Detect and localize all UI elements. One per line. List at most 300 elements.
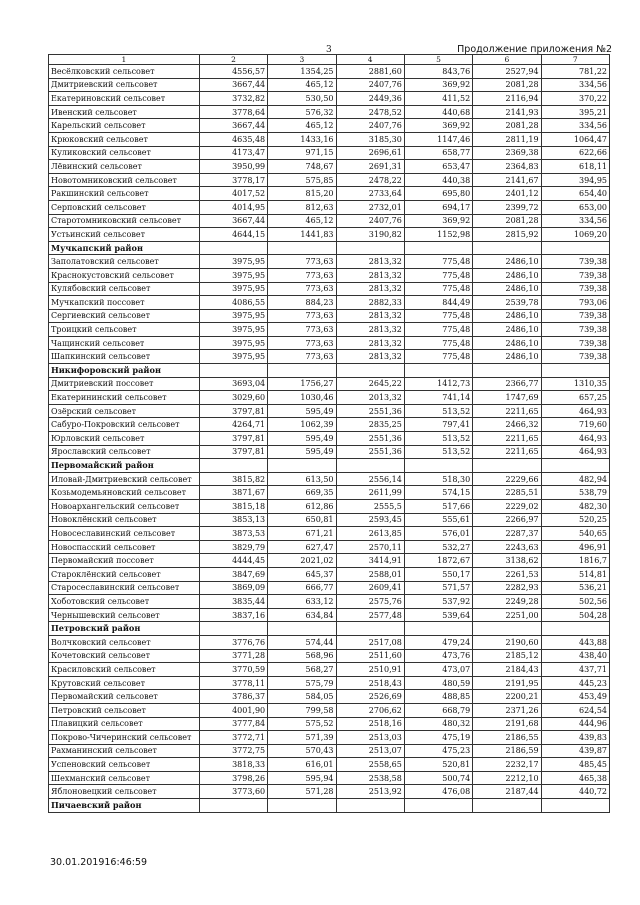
value-cell: 1816,7 [541, 554, 609, 568]
value-cell: 1756,27 [268, 377, 336, 391]
value-cell: 394,95 [541, 173, 609, 187]
table-row [49, 404, 610, 418]
district-header-row [49, 459, 610, 473]
value-cell: 2190,60 [473, 635, 541, 649]
value-cell: 2081,28 [473, 214, 541, 228]
settlement-name: Дмитриевский поссовет [49, 377, 200, 391]
value-cell: 3975,95 [199, 255, 267, 269]
table-row [49, 703, 610, 717]
value-cell: 411,52 [404, 92, 472, 106]
value-cell: 2815,92 [473, 228, 541, 242]
table-row [49, 540, 610, 554]
value-cell: 2478,52 [336, 105, 404, 119]
settlement-name: Первомайский поссовет [49, 554, 200, 568]
value-cell: 464,93 [541, 404, 609, 418]
value-cell: 2518,43 [336, 676, 404, 690]
value-cell: 2486,10 [473, 309, 541, 323]
value-cell: 537,92 [404, 595, 472, 609]
value-cell: 668,79 [404, 703, 472, 717]
value-cell: 622,66 [541, 146, 609, 160]
value-cell: 2366,77 [473, 377, 541, 391]
value-cell: 2141,67 [473, 173, 541, 187]
value-cell: 2184,43 [473, 663, 541, 677]
value-cell: 2813,32 [336, 309, 404, 323]
value-cell: 465,12 [268, 214, 336, 228]
value-cell: 3732,82 [199, 92, 267, 106]
value-cell: 653,47 [404, 160, 472, 174]
value-cell: 4014,95 [199, 200, 267, 214]
value-cell: 2407,76 [336, 214, 404, 228]
value-cell: 2243,63 [473, 540, 541, 554]
value-cell: 2696,61 [336, 146, 404, 160]
value-cell [473, 241, 541, 255]
value-cell: 3770,59 [199, 663, 267, 677]
value-cell: 844,49 [404, 296, 472, 310]
table-row [49, 771, 610, 785]
district-name: Первомайский район [49, 459, 200, 473]
table-row [49, 160, 610, 174]
value-cell: 775,48 [404, 255, 472, 269]
value-cell [473, 364, 541, 378]
value-cell: 550,17 [404, 567, 472, 581]
table-row [49, 676, 610, 690]
value-cell: 2364,83 [473, 160, 541, 174]
column-header: 1 [49, 55, 200, 65]
value-cell [473, 459, 541, 473]
value-cell: 513,52 [404, 404, 472, 418]
value-cell: 496,91 [541, 540, 609, 554]
value-cell: 2478,22 [336, 173, 404, 187]
value-cell: 395,21 [541, 105, 609, 119]
table-row [49, 336, 610, 350]
value-cell: 3667,44 [199, 119, 267, 133]
settlement-name: Озёрский сельсовет [49, 404, 200, 418]
value-cell: 612,86 [268, 500, 336, 514]
value-cell: 2526,69 [336, 690, 404, 704]
value-cell: 3829,79 [199, 540, 267, 554]
value-cell: 443,88 [541, 635, 609, 649]
value-cell: 3818,33 [199, 758, 267, 772]
value-cell: 575,79 [268, 676, 336, 690]
value-cell: 616,01 [268, 758, 336, 772]
value-cell: 475,23 [404, 744, 472, 758]
value-cell: 3797,81 [199, 432, 267, 446]
value-cell: 773,63 [268, 323, 336, 337]
value-cell: 613,50 [268, 472, 336, 486]
value-cell: 775,48 [404, 350, 472, 364]
value-cell: 2229,66 [473, 472, 541, 486]
value-cell: 465,12 [268, 119, 336, 133]
table-row [49, 296, 610, 310]
settlement-name: Старосеславинский сельсовет [49, 581, 200, 595]
settlement-name: Мучкапский поссовет [49, 296, 200, 310]
value-cell: 485,45 [541, 758, 609, 772]
value-cell: 815,20 [268, 187, 336, 201]
value-cell: 2577,48 [336, 608, 404, 622]
value-cell: 538,79 [541, 486, 609, 500]
value-cell [541, 241, 609, 255]
district-name: Мучкапский район [49, 241, 200, 255]
value-cell [404, 622, 472, 636]
value-cell: 482,30 [541, 500, 609, 514]
column-header: 2 [199, 55, 267, 65]
settlement-name: Покрово-Чичеринский сельсовет [49, 731, 200, 745]
value-cell: 437,71 [541, 663, 609, 677]
table-row [49, 214, 610, 228]
value-cell: 2570,11 [336, 540, 404, 554]
value-cell: 671,21 [268, 527, 336, 541]
settlement-name: Екатерининский сельсовет [49, 391, 200, 405]
value-cell: 513,52 [404, 445, 472, 459]
settlement-name: Старотомниковский сельсовет [49, 214, 200, 228]
settlement-name: Волчковский сельсовет [49, 635, 200, 649]
table-row [49, 690, 610, 704]
value-cell: 438,40 [541, 649, 609, 663]
value-cell: 775,48 [404, 336, 472, 350]
value-cell: 4264,71 [199, 418, 267, 432]
value-cell: 3778,64 [199, 105, 267, 119]
district-header-row [49, 364, 610, 378]
table-row [49, 472, 610, 486]
value-cell: 1064,47 [541, 132, 609, 146]
value-cell: 2609,41 [336, 581, 404, 595]
settlement-name: Хоботовский сельсовет [49, 595, 200, 609]
value-cell: 595,49 [268, 445, 336, 459]
value-cell [404, 241, 472, 255]
value-cell: 773,63 [268, 268, 336, 282]
value-cell: 1069,20 [541, 228, 609, 242]
value-cell: 574,15 [404, 486, 472, 500]
value-cell: 793,06 [541, 296, 609, 310]
continuation-caption: Продолжение приложения №2 [457, 44, 612, 55]
column-header: 5 [404, 55, 472, 65]
value-cell [268, 364, 336, 378]
settlement-name: Юрловский сельсовет [49, 432, 200, 446]
value-cell: 479,24 [404, 635, 472, 649]
value-cell: 2211,65 [473, 404, 541, 418]
value-cell: 3837,16 [199, 608, 267, 622]
value-cell: 739,38 [541, 336, 609, 350]
value-cell: 2212,10 [473, 771, 541, 785]
settlement-name: Новоклёнский сельсовет [49, 513, 200, 527]
value-cell: 3847,69 [199, 567, 267, 581]
value-cell: 2486,10 [473, 350, 541, 364]
value-cell: 971,15 [268, 146, 336, 160]
table-row [49, 132, 610, 146]
value-cell: 555,61 [404, 513, 472, 527]
district-header-row [49, 622, 610, 636]
value-cell: 574,44 [268, 635, 336, 649]
value-cell: 2466,32 [473, 418, 541, 432]
table-row [49, 649, 610, 663]
value-cell: 2538,58 [336, 771, 404, 785]
column-header: 6 [473, 55, 541, 65]
table-row [49, 78, 610, 92]
value-cell: 2261,53 [473, 567, 541, 581]
value-cell: 2733,64 [336, 187, 404, 201]
value-cell: 334,56 [541, 78, 609, 92]
settlement-name: Лёвинский сельсовет [49, 160, 200, 174]
value-cell: 2732,01 [336, 200, 404, 214]
value-cell: 514,81 [541, 567, 609, 581]
value-cell: 575,85 [268, 173, 336, 187]
value-cell: 3029,60 [199, 391, 267, 405]
value-cell: 4644,15 [199, 228, 267, 242]
value-cell: 2588,01 [336, 567, 404, 581]
value-cell: 334,56 [541, 119, 609, 133]
table-row [49, 785, 610, 799]
district-name: Петровский район [49, 622, 200, 636]
value-cell: 650,81 [268, 513, 336, 527]
table-row [49, 391, 610, 405]
table-row [49, 758, 610, 772]
table-row [49, 595, 610, 609]
value-cell: 444,96 [541, 717, 609, 731]
settlement-name: Сергиевский сельсовет [49, 309, 200, 323]
table-row [49, 119, 610, 133]
settlement-name: Весёлковский сельсовет [49, 65, 200, 79]
settlement-name: Новотомниковский сельсовет [49, 173, 200, 187]
value-cell: 2813,32 [336, 350, 404, 364]
data-table [48, 54, 610, 813]
value-cell: 440,68 [404, 105, 472, 119]
column-header: 4 [336, 55, 404, 65]
value-cell: 2513,03 [336, 731, 404, 745]
settlement-name: Кочетовский сельсовет [49, 649, 200, 663]
settlement-name: Екатериновский сельсовет [49, 92, 200, 106]
value-cell: 2645,22 [336, 377, 404, 391]
value-cell: 666,77 [268, 581, 336, 595]
value-cell: 1147,46 [404, 132, 472, 146]
table-row [49, 513, 610, 527]
value-cell: 775,48 [404, 268, 472, 282]
value-cell [199, 799, 267, 813]
value-cell: 475,19 [404, 731, 472, 745]
settlement-name: Староклёнский сельсовет [49, 567, 200, 581]
district-header-row [49, 799, 610, 813]
settlement-name: Карельский сельсовет [49, 119, 200, 133]
value-cell: 2486,10 [473, 268, 541, 282]
value-cell: 2486,10 [473, 323, 541, 337]
value-cell: 634,84 [268, 608, 336, 622]
table-row [49, 105, 610, 119]
value-cell: 2517,08 [336, 635, 404, 649]
value-cell: 3797,81 [199, 404, 267, 418]
value-cell [541, 364, 609, 378]
value-cell: 4444,45 [199, 554, 267, 568]
value-cell [336, 241, 404, 255]
value-cell: 369,92 [404, 119, 472, 133]
value-cell: 513,52 [404, 432, 472, 446]
value-cell: 739,38 [541, 350, 609, 364]
value-cell: 504,28 [541, 608, 609, 622]
table-row [49, 200, 610, 214]
value-cell: 2081,28 [473, 78, 541, 92]
settlement-name: Шапкинский сельсовет [49, 350, 200, 364]
value-cell [268, 459, 336, 473]
page-number: 3 [326, 45, 332, 55]
value-cell: 2558,65 [336, 758, 404, 772]
value-cell: 465,12 [268, 78, 336, 92]
table-row [49, 350, 610, 364]
settlement-name: Ивенский сельсовет [49, 105, 200, 119]
table-row [49, 282, 610, 296]
value-cell: 2369,38 [473, 146, 541, 160]
value-cell: 2449,36 [336, 92, 404, 106]
value-cell: 719,60 [541, 418, 609, 432]
value-cell: 3773,60 [199, 785, 267, 799]
value-cell: 4017,52 [199, 187, 267, 201]
table-row [49, 567, 610, 581]
value-cell: 2249,28 [473, 595, 541, 609]
value-cell: 2555,5 [336, 500, 404, 514]
value-cell: 2813,32 [336, 268, 404, 282]
value-cell: 369,92 [404, 214, 472, 228]
value-cell: 3772,71 [199, 731, 267, 745]
value-cell: 694,17 [404, 200, 472, 214]
value-cell: 539,64 [404, 608, 472, 622]
value-cell: 3797,81 [199, 445, 267, 459]
value-cell: 2407,76 [336, 78, 404, 92]
value-cell: 2486,10 [473, 255, 541, 269]
value-cell: 3815,82 [199, 472, 267, 486]
value-cell: 536,21 [541, 581, 609, 595]
value-cell: 1310,35 [541, 377, 609, 391]
value-cell: 2211,65 [473, 445, 541, 459]
district-name: Пичаевский район [49, 799, 200, 813]
column-header: 7 [541, 55, 609, 65]
value-cell: 2511,60 [336, 649, 404, 663]
settlement-name: Иловай-Дмитриевский сельсовет [49, 472, 200, 486]
value-cell: 2556,14 [336, 472, 404, 486]
value-cell: 2191,95 [473, 676, 541, 690]
value-cell [268, 799, 336, 813]
value-cell: 2187,44 [473, 785, 541, 799]
settlement-name: Чащинский сельсовет [49, 336, 200, 350]
column-header: 3 [268, 55, 336, 65]
value-cell: 695,80 [404, 187, 472, 201]
value-cell: 464,93 [541, 432, 609, 446]
value-cell: 2185,12 [473, 649, 541, 663]
table-body [49, 55, 610, 813]
value-cell: 584,05 [268, 690, 336, 704]
value-cell: 4556,57 [199, 65, 267, 79]
value-cell [336, 799, 404, 813]
value-cell: 773,63 [268, 309, 336, 323]
value-cell: 2399,72 [473, 200, 541, 214]
value-cell: 3190,82 [336, 228, 404, 242]
value-cell: 575,52 [268, 717, 336, 731]
value-cell: 1062,39 [268, 418, 336, 432]
settlement-name: Первомайский сельсовет [49, 690, 200, 704]
settlement-name: Устьинский сельсовет [49, 228, 200, 242]
value-cell: 2081,28 [473, 119, 541, 133]
value-cell: 2211,65 [473, 432, 541, 446]
value-cell: 2518,16 [336, 717, 404, 731]
value-cell: 624,54 [541, 703, 609, 717]
settlement-name: Ракшинский сельсовет [49, 187, 200, 201]
value-cell: 1354,25 [268, 65, 336, 79]
value-cell: 576,01 [404, 527, 472, 541]
settlement-name: Яблоновецкий сельсовет [49, 785, 200, 799]
value-cell: 530,50 [268, 92, 336, 106]
settlement-name: Успеновский сельсовет [49, 758, 200, 772]
value-cell: 595,49 [268, 432, 336, 446]
table-row [49, 486, 610, 500]
table-row [49, 187, 610, 201]
table-row [49, 92, 610, 106]
value-cell: 773,63 [268, 336, 336, 350]
settlement-name: Красиловский сельсовет [49, 663, 200, 677]
table-row [49, 445, 610, 459]
value-cell: 812,63 [268, 200, 336, 214]
value-cell: 2513,07 [336, 744, 404, 758]
settlement-name: Ярославский сельсовет [49, 445, 200, 459]
value-cell: 781,22 [541, 65, 609, 79]
value-cell: 3975,95 [199, 323, 267, 337]
table-row [49, 731, 610, 745]
value-cell: 775,48 [404, 309, 472, 323]
settlement-name: Новосеславинский сельсовет [49, 527, 200, 541]
table-row [49, 663, 610, 677]
table-row [49, 717, 610, 731]
value-cell: 2527,94 [473, 65, 541, 79]
value-cell: 645,37 [268, 567, 336, 581]
value-cell: 1433,16 [268, 132, 336, 146]
table-row [49, 323, 610, 337]
value-cell: 2575,76 [336, 595, 404, 609]
value-cell: 3871,67 [199, 486, 267, 500]
header-row [49, 55, 610, 65]
value-cell [404, 364, 472, 378]
value-cell: 633,12 [268, 595, 336, 609]
value-cell: 2266,97 [473, 513, 541, 527]
table-row [49, 255, 610, 269]
value-cell [199, 459, 267, 473]
value-cell: 445,23 [541, 676, 609, 690]
value-cell: 3667,44 [199, 214, 267, 228]
value-cell [336, 364, 404, 378]
value-cell: 3975,95 [199, 268, 267, 282]
value-cell: 440,72 [541, 785, 609, 799]
value-cell: 3786,37 [199, 690, 267, 704]
settlement-name: Троицкий сельсовет [49, 323, 200, 337]
value-cell [199, 364, 267, 378]
value-cell: 3853,13 [199, 513, 267, 527]
value-cell: 439,83 [541, 731, 609, 745]
value-cell: 657,25 [541, 391, 609, 405]
settlement-name: Заполатовский сельсовет [49, 255, 200, 269]
value-cell: 440,38 [404, 173, 472, 187]
district-name: Никифоровский район [49, 364, 200, 378]
value-cell: 2706,62 [336, 703, 404, 717]
value-cell: 502,56 [541, 595, 609, 609]
value-cell: 1872,67 [404, 554, 472, 568]
value-cell: 3693,04 [199, 377, 267, 391]
value-cell: 595,49 [268, 404, 336, 418]
value-cell: 2881,60 [336, 65, 404, 79]
value-cell: 773,63 [268, 282, 336, 296]
value-cell: 2186,59 [473, 744, 541, 758]
value-cell: 2186,55 [473, 731, 541, 745]
value-cell: 2232,17 [473, 758, 541, 772]
value-cell: 3776,76 [199, 635, 267, 649]
value-cell: 2141,93 [473, 105, 541, 119]
value-cell: 2282,93 [473, 581, 541, 595]
value-cell: 1030,46 [268, 391, 336, 405]
value-cell [268, 622, 336, 636]
value-cell: 453,49 [541, 690, 609, 704]
